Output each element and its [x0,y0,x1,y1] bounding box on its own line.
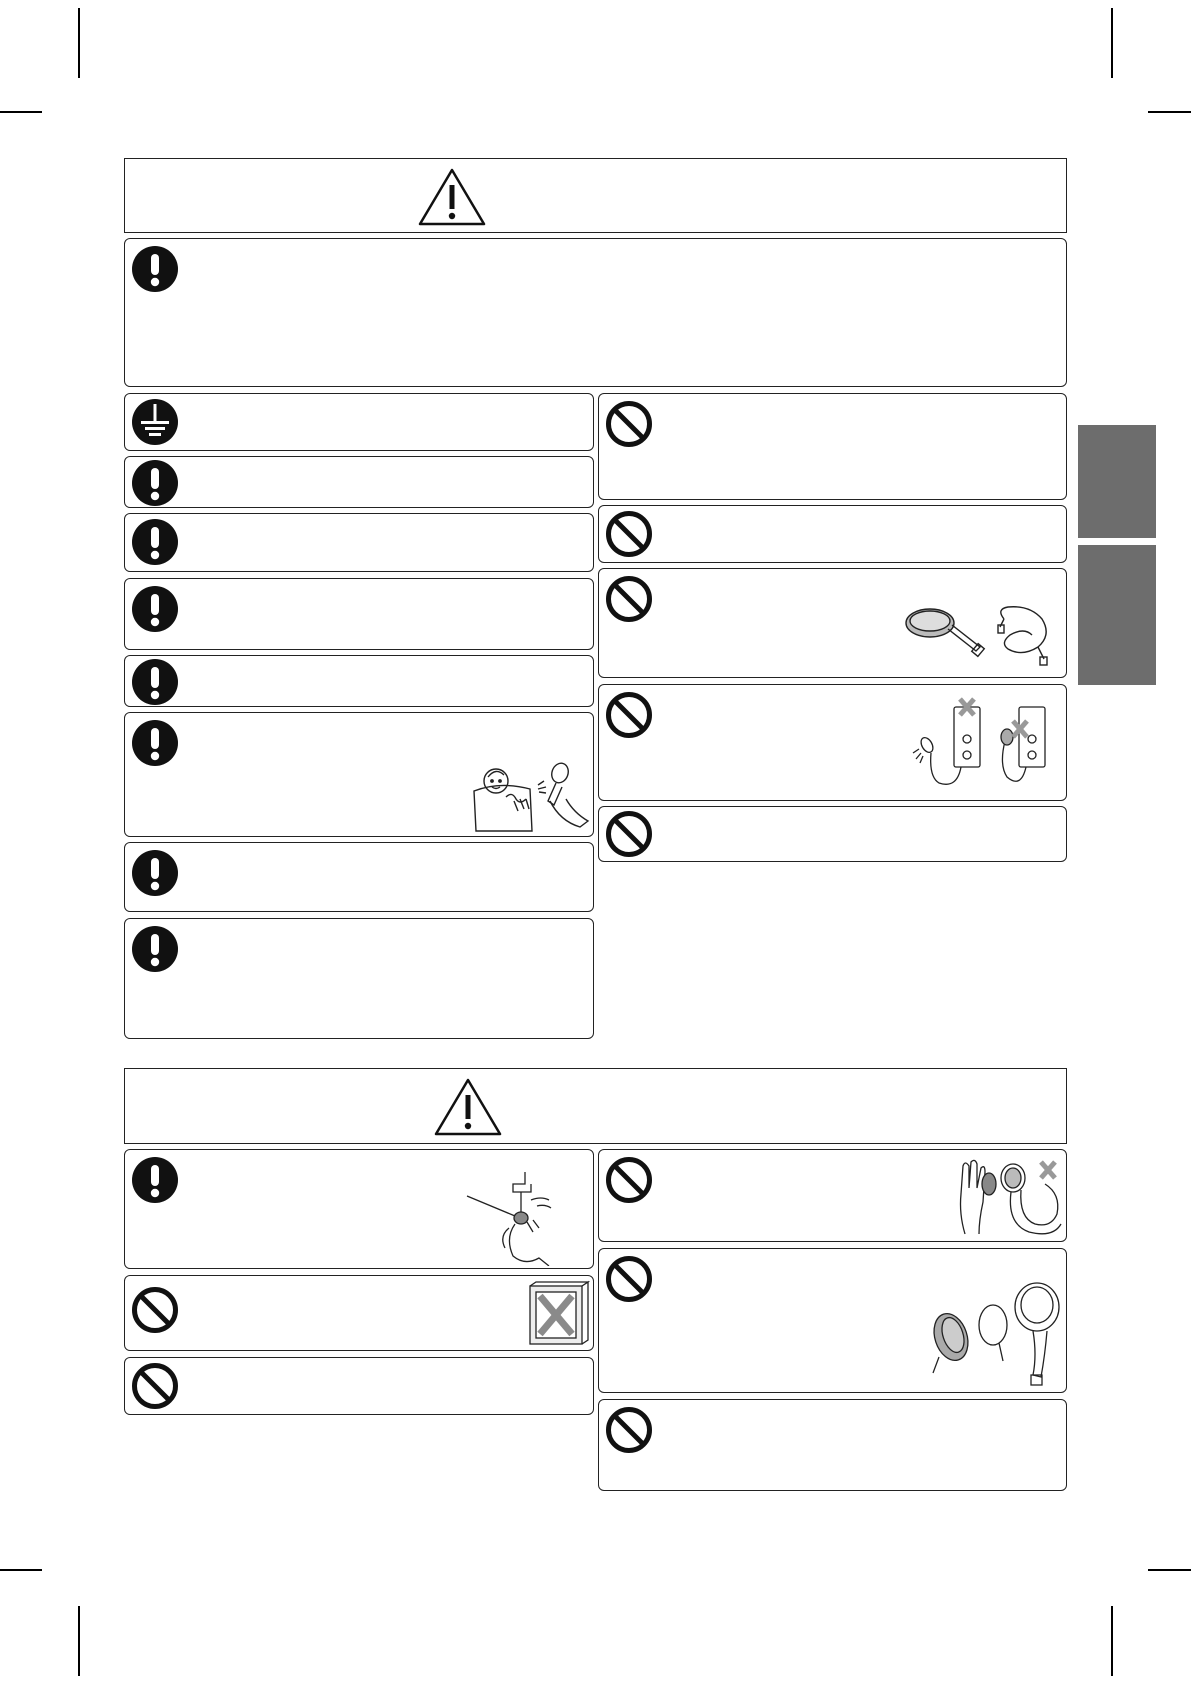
prohibition-panel-heater [598,684,1067,801]
child-bathing-illustration [470,761,590,833]
prohibition-panel [598,806,1067,862]
exclamation-icon [131,925,179,973]
notice-panel-ground [124,393,594,451]
washing-machine-crossed-illustration [526,1280,590,1348]
prohibition-panel [598,505,1067,563]
prohibition-icon [605,691,653,739]
heater-crossed-out-illustration [909,693,1059,793]
notice-panel [124,456,594,508]
notice-panel [124,655,594,707]
exclamation-icon [131,518,179,566]
exclamation-icon [131,459,179,507]
crop-mark [78,1606,80,1676]
warning-header [124,158,1067,233]
crop-mark [1148,111,1191,113]
exclamation-icon [131,245,179,293]
notice-panel [124,842,594,912]
prohibition-icon [605,810,653,858]
prohibition-panel [124,1357,594,1415]
crop-mark [0,1569,42,1571]
crop-mark [78,8,80,78]
faucet-hand-illustration [465,1166,580,1266]
ground-symbol-icon [131,398,179,446]
notice-panel-faucet [124,1149,594,1269]
prohibition-icon [605,1255,653,1303]
shower-head-parts-illustration [929,1281,1063,1391]
prohibition-icon [605,400,653,448]
crop-mark [1148,1569,1191,1571]
prohibition-icon [605,1156,653,1204]
warning-triangle-icon [418,167,486,232]
notice-panel [124,513,594,572]
caution-header [124,1068,1067,1144]
exclamation-icon [131,658,179,706]
crop-mark [1111,1606,1113,1676]
crop-mark [1111,8,1113,78]
notice-panel [124,578,594,650]
notice-panel [124,918,594,1039]
prohibition-icon [131,1286,179,1334]
crop-mark [0,111,42,113]
prohibition-icon [605,575,653,623]
shower-head-and-hose-illustration [904,601,1054,669]
side-tab [1078,545,1156,685]
prohibition-icon [605,510,653,558]
notice-panel-bathing [124,712,594,837]
exclamation-icon [131,849,179,897]
prohibition-panel-shower-parts [598,568,1067,678]
prohibition-panel-hand-shower [598,1149,1067,1242]
warning-triangle-icon [434,1077,502,1142]
prohibition-icon [131,1362,179,1410]
exclamation-icon [131,585,179,633]
prohibition-panel [598,393,1067,500]
hand-shower-hose-crossed-illustration [949,1154,1064,1238]
side-tab [1078,425,1156,538]
exclamation-icon [131,719,179,767]
exclamation-icon [131,1156,179,1204]
prohibition-panel-shower-head [598,1248,1067,1393]
notice-panel-full [124,238,1067,387]
prohibition-icon [605,1406,653,1454]
prohibition-panel-washer [124,1275,594,1351]
prohibition-panel [598,1399,1067,1491]
